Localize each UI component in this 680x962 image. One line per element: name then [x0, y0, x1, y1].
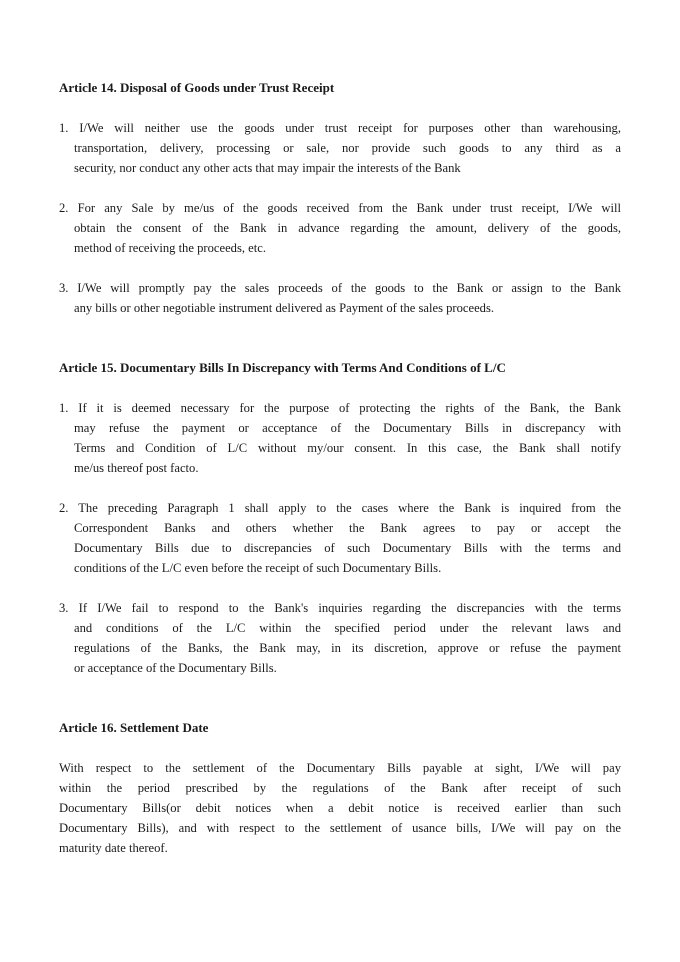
article-heading: Article 14. Disposal of Goods under Trust Receipt [59, 80, 335, 95]
text-line: maturity date thereof. [59, 841, 168, 855]
article-section [59, 718, 621, 858]
list-item [59, 598, 621, 678]
list-item [59, 278, 621, 318]
list-item [59, 498, 621, 578]
text-line: may refuse the payment or acceptance of the Documentary Bills in discrepancy with [74, 421, 621, 435]
text-line: 2. For any Sale by me/us of the goods received from the Bank under trust receipt, I/We will [59, 201, 621, 215]
paragraph [59, 758, 621, 858]
text-line: 2. The preceding Paragraph 1 shall apply to the cases where the Bank is inquired from the [59, 501, 621, 515]
text-line: Documentary Bills), and with respect to the settlement of usance bills, I/We will pay on the [59, 821, 621, 835]
text-line: Correspondent Banks and others whether the Bank agrees to pay or accept the [74, 521, 621, 535]
text-line: 1. If it is deemed necessary for the purpose of protecting the rights of the Bank, the Bank [59, 401, 621, 415]
text-line: Documentary Bills due to discrepancies of such Documentary Bills with the terms and [74, 541, 621, 555]
text-line: within the period prescribed by the regulations of the Bank after receipt of such [59, 781, 621, 795]
list-item [59, 198, 621, 258]
article-section [59, 358, 621, 678]
text-line: and conditions of the L/C within the specified period under the relevant laws and [74, 621, 621, 635]
list-item [59, 118, 621, 178]
text-line: or acceptance of the Documentary Bills. [74, 661, 277, 675]
text-line: 3. I/We will promptly pay the sales proceeds of the goods to the Bank or assign to the Bank [59, 281, 621, 295]
text-line: regulations of the Banks, the Bank may, in its discretion, approve or refuse the payment [74, 641, 621, 655]
text-line: any bills or other negotiable instrument delivered as Payment of the sales proceeds. [74, 301, 495, 315]
text-line: me/us thereof post facto. [74, 461, 199, 475]
text-line: 1. I/We will neither use the goods under trust receipt for purposes other than warehousing, [59, 121, 621, 135]
text-line: With respect to the settlement of the Documentary Bills payable at sight, I/We will pay [59, 761, 621, 775]
text-line: conditions of the L/C even before the receipt of such Documentary Bills. [74, 561, 442, 575]
text-line: 3. If I/We fail to respond to the Bank's inquiries regarding the discrepancies with the terms [59, 601, 621, 615]
text-line: Terms and Condition of L/C without my/our consent. In this case, the Bank shall notify [74, 441, 621, 455]
article-heading: Article 15. Documentary Bills In Discrepancy with Terms And Conditions of L/C [59, 360, 506, 375]
text-line: transportation, delivery, processing or sale, nor provide such goods to any third as a [74, 141, 621, 155]
text-line: method of receiving the proceeds, etc. [74, 241, 266, 255]
document-body [59, 78, 621, 898]
text-line: Documentary Bills(or debit notices when a debit notice is received earlier than such [59, 801, 621, 815]
article-section [59, 78, 621, 318]
text-line: obtain the consent of the Bank in advance regarding the amount, delivery of the goods, [74, 221, 621, 235]
list-item [59, 398, 621, 478]
article-heading: Article 16. Settlement Date [59, 720, 209, 735]
text-line: security, nor conduct any other acts that may impair the interests of the Bank [74, 161, 461, 175]
